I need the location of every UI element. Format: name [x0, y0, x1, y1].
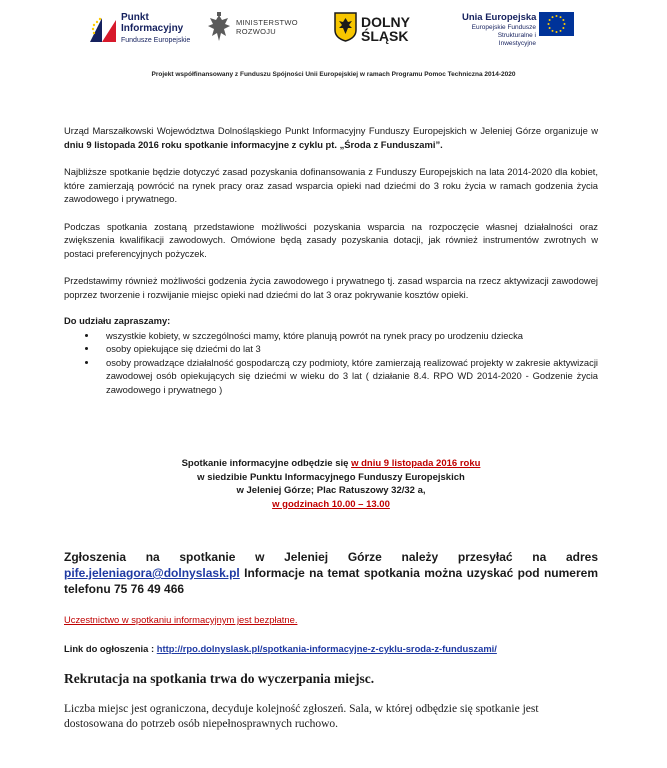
- seat-limit-note: Liczba miejsc jest ograniczona, decyduje kolejność zgłoszeń. Sala, w której odbędzie się spotkanie jest dostosowana do potrzeb osób niepełnosprawnych ruchowo.: [64, 703, 539, 730]
- pi-title: Punkt Informacyjny: [121, 12, 184, 34]
- announcement-link-line: Link do ogłoszenia : http://rpo.dolnyslask.pl/spotkania-informacyjne-z-cyklu-sroda-z-funduszami/: [64, 643, 497, 654]
- dolny-slask-name: DOLNY ŚLĄSK: [361, 14, 410, 44]
- meeting-date-line: Spotkanie informacyjne odbędzie się w dniu 9 listopada 2016 roku: [181, 458, 481, 469]
- intro-paragraph: Urząd Marszałkowski Województwa Dolnośląskiego Punkt Informacyjny Funduszy Europejskich w Jeleniej Górze organizuje w dniu 9 listopada 2016 roku spotkanie informacyjne z cyklu pt. „Środa z Funduszami”.: [64, 125, 598, 150]
- dolny-slask-shield-icon: [334, 12, 357, 42]
- paragraph-work-life: Przedstawimy również możliwości godzenia życia zawodowego i prywatnego tj. zasad wsparcia na rzecz aktywizacji zawodowej poprzez tworzenie i rozwijanie miejsc opieki nad dziećmi do lat 3 oraz pokrywanie kosztów opieki.: [64, 275, 598, 300]
- logo-bar: [0, 12, 667, 62]
- eu-title: Unia Europejska: [462, 12, 537, 23]
- free-participation-note: Uczestnictwo w spotkaniu informacyjnym jest bezpłatne.: [64, 614, 298, 625]
- invite-list: [64, 329, 598, 397]
- dolny-slask-logo: [334, 12, 424, 54]
- meeting-venue: w siedzibie Punktu Informacyjnego Funduszy Europejskich: [197, 471, 465, 483]
- intro-date: dniu 9 listopada 2016 roku spotkanie informacyjne z cyklu pt. „Środa z Funduszami”.: [64, 138, 443, 150]
- invite-heading: Do udziału zapraszamy:: [64, 315, 171, 326]
- ministerstwo-rozwoju-logo: [206, 12, 306, 54]
- punkt-informacyjny-logo: [88, 12, 206, 54]
- recruitment-heading: Rekrutacja na spotkania trwa do wyczerpania miejsc.: [64, 671, 375, 686]
- paragraph-topics: Najbliższe spotkanie będzie dotyczyć zasad pozyskania dofinansowania z Funduszy Europejskich na lata 2014-2020 dla kobiet, które zamierzają powrócić na rynek pracy oraz zasad wsparcia opieki nad dziećmi do 3 roku życia w ramach godzenia życia zawodowego i prywatnego.: [64, 166, 598, 204]
- unia-europejska-logo: [462, 12, 582, 54]
- ministry-name: MINISTERSTWO ROZWOJU: [236, 18, 298, 36]
- list-item: • osoby opiekujące się dziećmi do lat 3: [98, 342, 598, 356]
- paragraph-support: Podczas spotkania zostaną przedstawione możliwości pozyskania wsparcia na rozpoczęcie własnej działalności oraz zwiększenia kwalifikacji zawodowych. Omówione będą zasady pozyskania dotacji, jak również instrumentów zwrotnych w postaci preferencyjnych pożyczek.: [64, 220, 598, 259]
- eagle-emblem-icon: [206, 12, 232, 44]
- list-item: • wszystkie kobiety, w szczególności mamy, które planują powrót na rynek pracy po urodzeniu dziecka: [98, 329, 598, 343]
- project-cofinancing-line: Projekt współfinansowany z Funduszu Spójności Unii Europejskiej w ramach Programu Pomoc Techniczna 2014-2020: [151, 71, 516, 78]
- list-item: • osoby prowadzące działalność gospodarczą czy podmioty, które zamierzają realizować projekty w zakresie aktywizacji zawodowej osób opiekujących się dziećmi w wieku do 3 lat ( działanie 8.4. RPO WD 2014-2020 - Godzenie życia zawodowego i prywatnego ): [98, 356, 598, 397]
- registration-info: Zgłoszenia na spotkanie w Jeleniej Górze należy przesyłać na adres pife.jeleniagora@dolnyslask.pl Informacje na temat spotkania można uzyskać pod numerem telefonu 75 76 49 466: [64, 550, 598, 596]
- fundusze-europejskie-icon: [88, 14, 118, 44]
- eu-flag-icon: [539, 12, 574, 36]
- meeting-hours: w godzinach 10.00 – 13.00: [272, 498, 390, 510]
- registration-email-link[interactable]: pife.jeleniagora@dolnyslask.pl: [64, 566, 240, 580]
- pi-subtitle: Fundusze Europejskie: [121, 37, 191, 44]
- meeting-address: w Jeleniej Górze; Plac Ratuszowy 32/32 a,: [236, 485, 426, 496]
- meeting-details: [64, 457, 598, 511]
- announcement-url-link[interactable]: http://rpo.dolnyslask.pl/spotkania-informacyjne-z-cyklu-sroda-z-funduszami/: [156, 643, 497, 654]
- meeting-date: w dniu 9 listopada 2016 roku: [351, 458, 481, 469]
- eu-subtitle: Europejskie Fundusze Strukturalne i Inwestycyjne: [471, 24, 536, 47]
- announcement-body: [64, 124, 598, 396]
